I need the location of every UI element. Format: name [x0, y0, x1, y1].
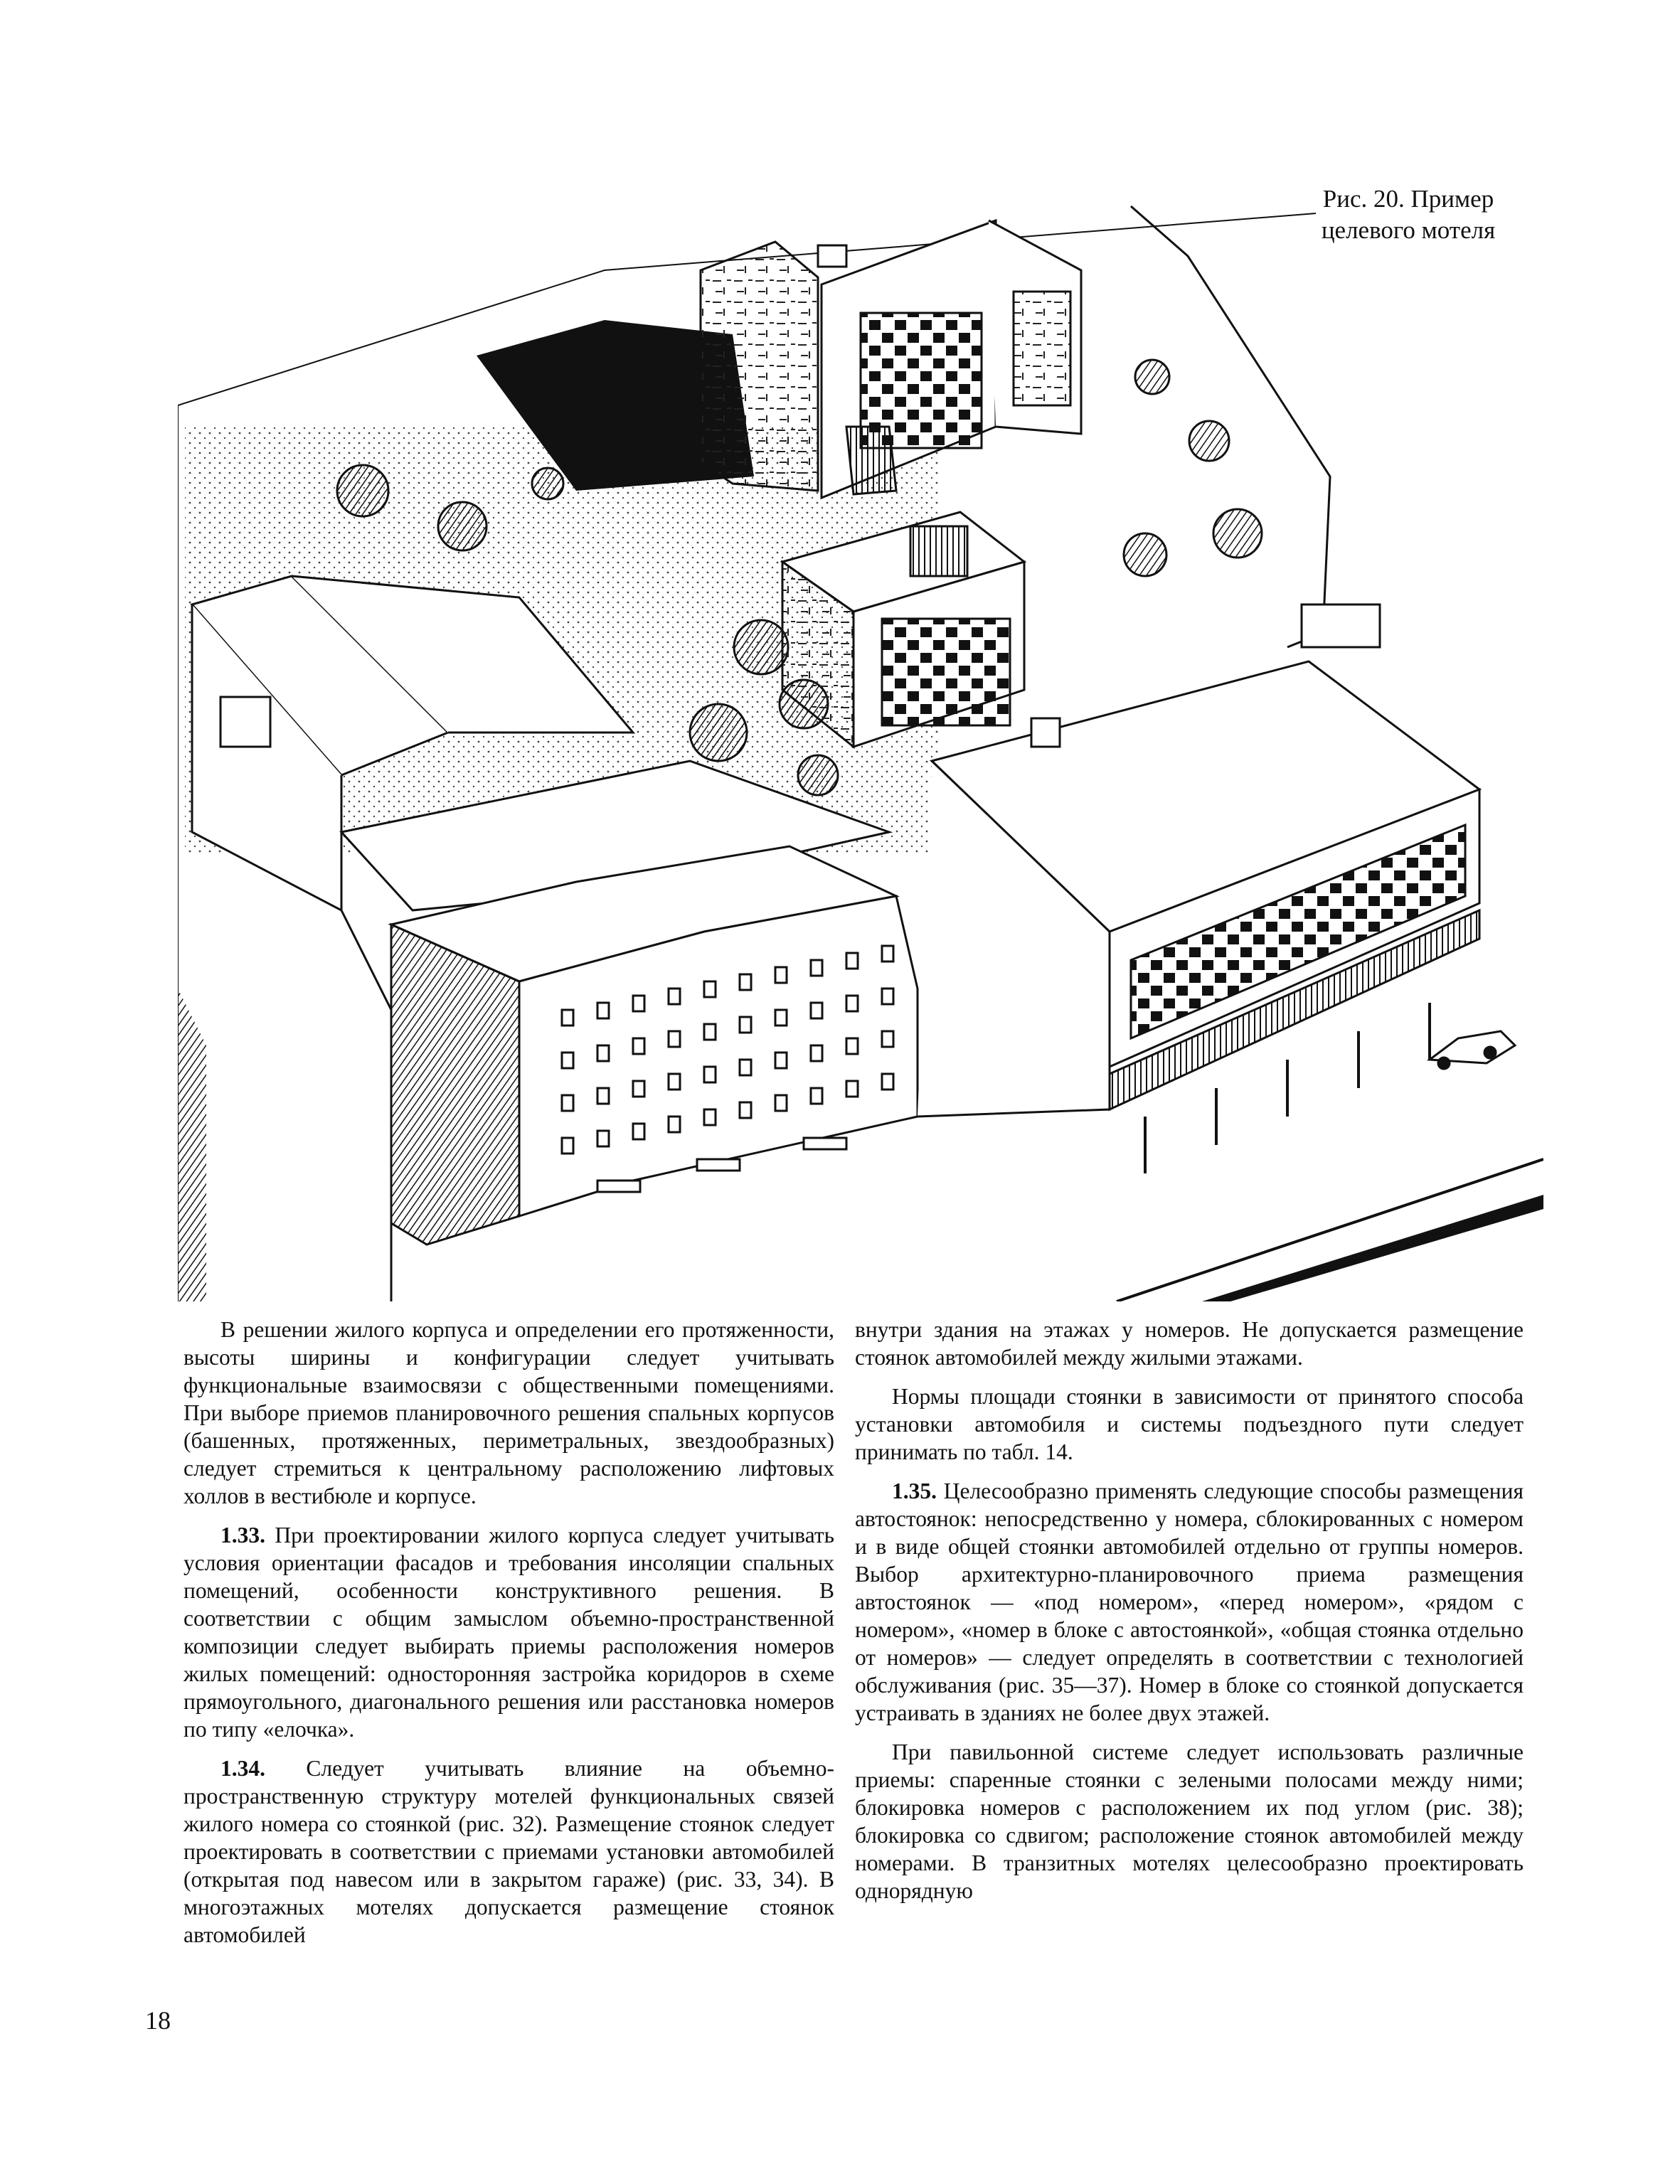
paragraph-1-35: 1.35. Целесообразно применять следующие способы размещения автостоянок: непосредственно у номера, сблокированных с номером и в виде общей стоянки автомобилей отдельно от группы номеров. Выбор архитектурно-планировочного приема размещения автостоянок — «под номером», «перед номером», «рядом с номером», «номер в блоке с автостоянкой», «общая стоянка отдельно от номеров» — следует определять в соответствии с технологией обслуживания (рис. 35—37). Номер в блоке со стоянкой допускается устраивать в зданиях не более двух этажей.	[855, 1479, 1524, 1725]
motel-illustration	[178, 192, 1543, 1301]
text-column-left	[184, 1316, 834, 1960]
paragraph-1-34: 1.34. Следует учитывать влияние на объемно-пространственную структуру мотелей функциональных связей жилого номера со стоянкой (рис. 32). Размещение стоянок следует проектировать в соответствии с приемами установки автомобилей (открытая под навесом или в закрытом гараже) (рис. 33, 34). В многоэтажных мотелях допускается размещение стоянок автомобилей	[184, 1756, 834, 1947]
tower-left-block	[701, 220, 1081, 498]
road	[1117, 1159, 1543, 1301]
paragraph: В решении жилого корпуса и определении его протяженности, высоты ширины и конфигурации следует учитывать функциональные взаимосвязи с общественными помещениями. При выборе приемов планировочного решения спальных корпусов (башенных, протяженных, периметральных, звездообразных) следует стремиться к центральному расположению лифтовых холлов в вестибюле и корпусе.	[184, 1317, 834, 1508]
caption-line-1: Рис. 20. Пример	[1322, 185, 1494, 213]
front-residential-building	[391, 846, 918, 1245]
paragraph-continued: внутри здания на этажах у номеров. Не допускается размещение стоянок автомобилей между жилыми этажами.	[855, 1317, 1524, 1370]
page-number: 18	[145, 2006, 171, 2035]
text-column-right	[855, 1316, 1524, 1916]
site-wall-right	[1131, 206, 1330, 647]
car-icon	[1430, 1031, 1515, 1069]
paragraph-1-33: 1.33. При проектировании жилого корпуса следует учитывать условия ориентации фасадов и требования инсоляции спальных помещений, особенности конструктивного решения. В соответствии с общим замыслом объемно-пространственной композиции следует выбирать приемы расположения номеров жилых помещений: односторонняя застройка коридоров в схеме прямоугольного, диагонального решения или расстановка номеров по типу «елочка».	[184, 1523, 834, 1742]
paragraph: Нормы площади стоянки в зависимости от принятого способа установки автомобиля и системы подъездного пути следует принимать по табл. 14.	[855, 1384, 1524, 1464]
paragraph: При павильонной системе следует использовать различные приемы: спаренные стоянки с зелеными полосами между ними; блокировка номеров с расположением их под углом (рис. 38); блокировка со сдвигом; расположение стоянок автомобилей между номерами. В транзитных мотелях целесообразно проектировать однорядную	[855, 1740, 1524, 1903]
caption-line-2: целевого мотеля	[1321, 216, 1496, 244]
